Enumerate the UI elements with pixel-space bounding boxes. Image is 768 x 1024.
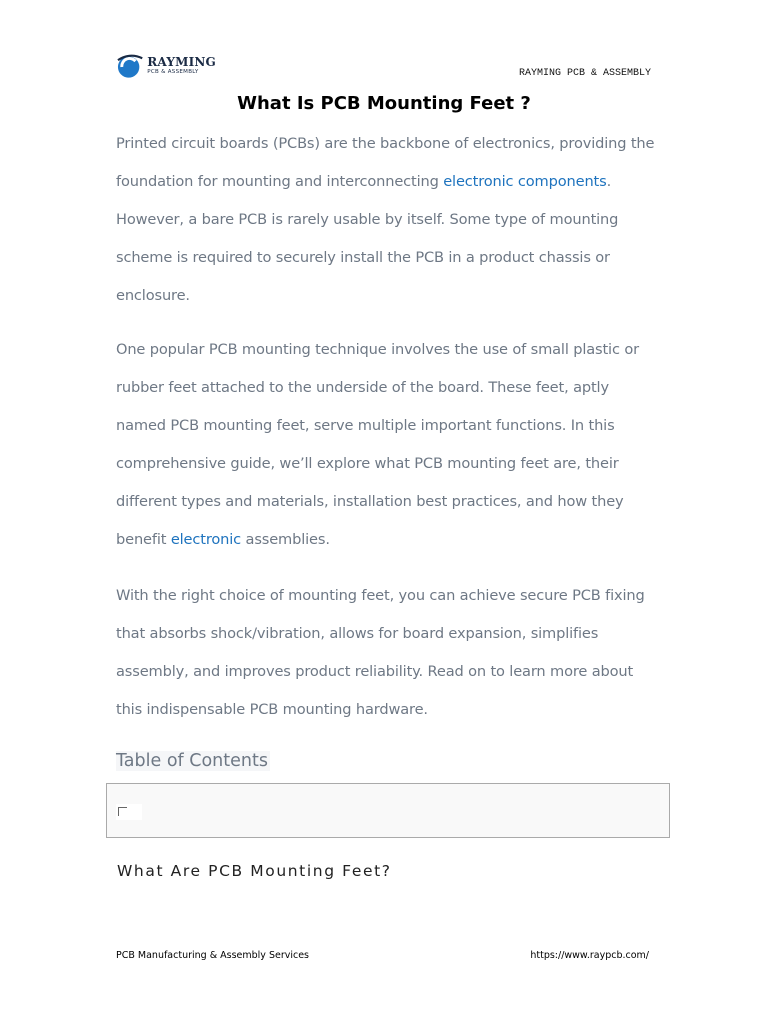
table-of-contents-title: Table of Contents [116,751,268,771]
intro-paragraph [116,125,656,315]
footer-services: PCB Manufacturing & Assembly Services [116,950,310,961]
table-of-contents-box [106,783,670,838]
logo-subtitle: PCB & ASSEMBLY [147,69,199,76]
page-title: What Is PCB Mounting Feet ? [237,93,531,114]
logo-name: RAYMING [147,55,216,70]
rayming-logo [116,52,216,80]
rayming-logo-icon [116,52,143,80]
electronic-link[interactable]: electronic [170,531,242,548]
footer-url[interactable]: https://www.raypcb.com/ [530,950,649,961]
checkbox-icon [118,807,127,816]
mounting-feet-paragraph [116,331,656,559]
header-company-name: RAYMING PCB & ASSEMBLY [518,68,651,79]
paragraph-text: . However, a bare PCB is rarely usable by itself. Some type of mounting scheme is required to securely install the PCB in a product chassis or enclosure. [116,173,619,304]
paragraph-text: assemblies. [241,531,330,548]
paragraph-text: Printed circuit boards (PCBs) are the backbone of electronics, providing the foundation for mounting and interconnecting [116,135,655,190]
section-heading: What Are PCB Mounting Feet? [117,862,392,880]
paragraph-text: With the right choice of mounting feet, you can achieve secure PCB fixing that absorbs shock/vibration, allows for board expansion, simplifies assembly, and improves product reliability. Read on to learn more about this indispensable PCB mounting hardware. [116,587,645,718]
toc-toggle-checkbox[interactable] [116,804,142,820]
paragraph-text: One popular PCB mounting technique involves the use of small plastic or rubber feet attached to the underside of the board. These feet, aptly named PCB mounting feet, serve multiple important functions. In this comprehensive guide, we’ll explore what PCB mounting feet are, their different types and materials, installation best practices, and how they benefit [116,341,639,548]
electronic-components-link[interactable]: electronic components [443,173,607,190]
benefits-paragraph [116,577,656,729]
